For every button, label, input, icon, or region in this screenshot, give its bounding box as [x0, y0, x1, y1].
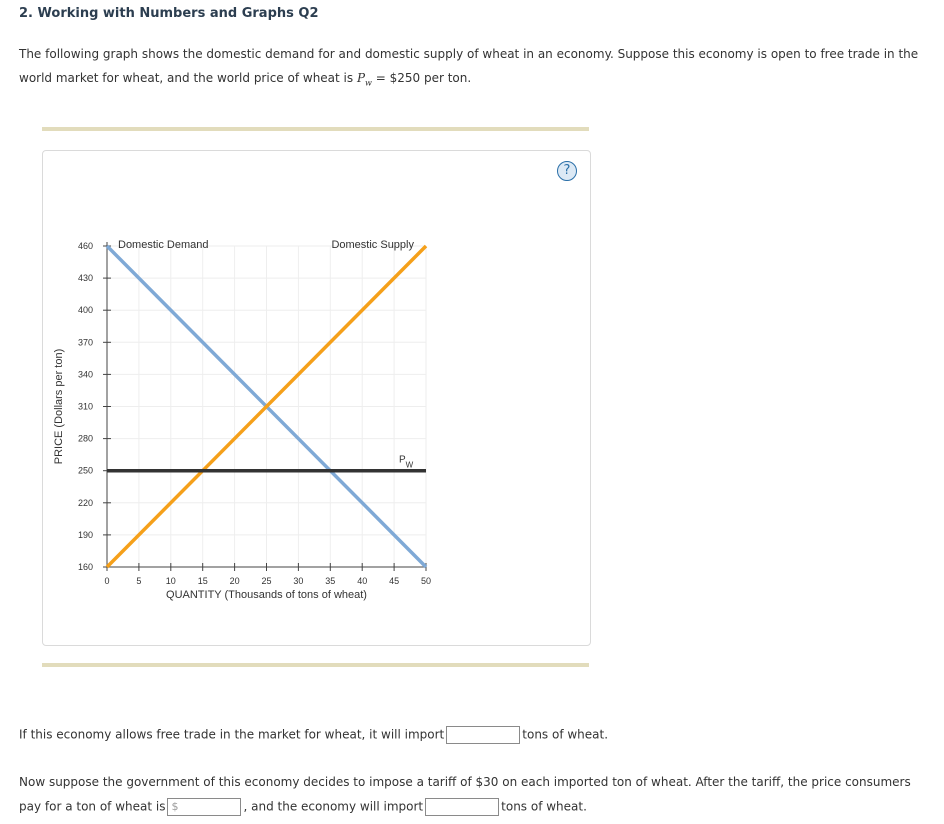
x-tick-label: 0: [104, 576, 110, 586]
question-1-unit: tons of wheat.: [522, 727, 609, 742]
x-tick-label: 25: [261, 576, 272, 586]
demand-label: Domestic Demand: [118, 239, 209, 251]
question-1-text: If this economy allows free trade in the market for wheat, it will import: [19, 727, 445, 742]
question-1: [19, 726, 608, 744]
world-price-symbol: $P_w$: [356, 71, 372, 88]
y-tick-label: 370: [77, 337, 93, 348]
intro-line-1: The following graph shows the domestic demand for and domestic supply of wheat in an economy. Suppose this economy is open to free trade in the: [19, 47, 919, 61]
tariff-price-input[interactable]: $: [167, 798, 241, 816]
help-icon[interactable]: ?: [557, 161, 577, 181]
x-tick-label: 30: [293, 576, 304, 586]
y-tick-label: 400: [77, 305, 93, 316]
y-tick-label: 160: [77, 562, 93, 572]
import-quantity-input[interactable]: [446, 726, 520, 744]
y-tick-label: 280: [77, 433, 93, 444]
tariff-import-quantity-input[interactable]: [425, 798, 499, 816]
y-tick-label: 190: [77, 529, 93, 540]
y-tick-label: 460: [77, 241, 93, 251]
intro-line-2: [19, 66, 471, 95]
question-2-line-2: [19, 798, 587, 816]
y-tick-label: 220: [77, 497, 93, 508]
question-title: 2. Working with Numbers and Graphs Q2: [19, 6, 319, 21]
x-tick-label: 5: [136, 576, 142, 586]
bottom-divider: [42, 663, 589, 667]
x-tick-label: 50: [420, 576, 432, 586]
y-tick-label: 310: [77, 401, 93, 412]
x-axis-title: QUANTITY (Thousands of tons of wheat): [166, 589, 367, 601]
supply-demand-chart[interactable]: [43, 151, 590, 645]
y-axis-title: PRICE (Dollars per ton): [53, 348, 65, 465]
x-tick-label: 45: [389, 576, 400, 586]
question-2-unit: tons of wheat.: [501, 799, 587, 814]
x-tick-label: 35: [325, 576, 336, 586]
question-2-line-1: Now suppose the government of this economy decides to impose a tariff of $30 on each imported ton of wheat. After the tariff, the price consumers: [19, 775, 911, 789]
question-2-text: pay for a ton of wheat is: [19, 799, 166, 814]
y-tick-label: 430: [77, 273, 93, 284]
world-price-label: $P_W$: [399, 454, 414, 470]
x-tick-label: 20: [229, 576, 240, 586]
top-divider: [42, 127, 589, 131]
y-tick-label: 250: [77, 465, 93, 476]
x-tick-label: 40: [357, 576, 368, 586]
supply-label: Domestic Supply: [331, 239, 414, 251]
question-2-mid: , and the economy will import: [243, 799, 424, 814]
intro-line-2-pre: world market for wheat, and the world price of wheat is: [19, 71, 354, 85]
x-tick-label: 15: [197, 576, 208, 586]
intro-line-2-post: = $250 per ton.: [375, 71, 472, 85]
graph-panel: [42, 150, 591, 646]
y-tick-label: 340: [77, 369, 93, 380]
x-tick-label: 10: [165, 576, 176, 586]
